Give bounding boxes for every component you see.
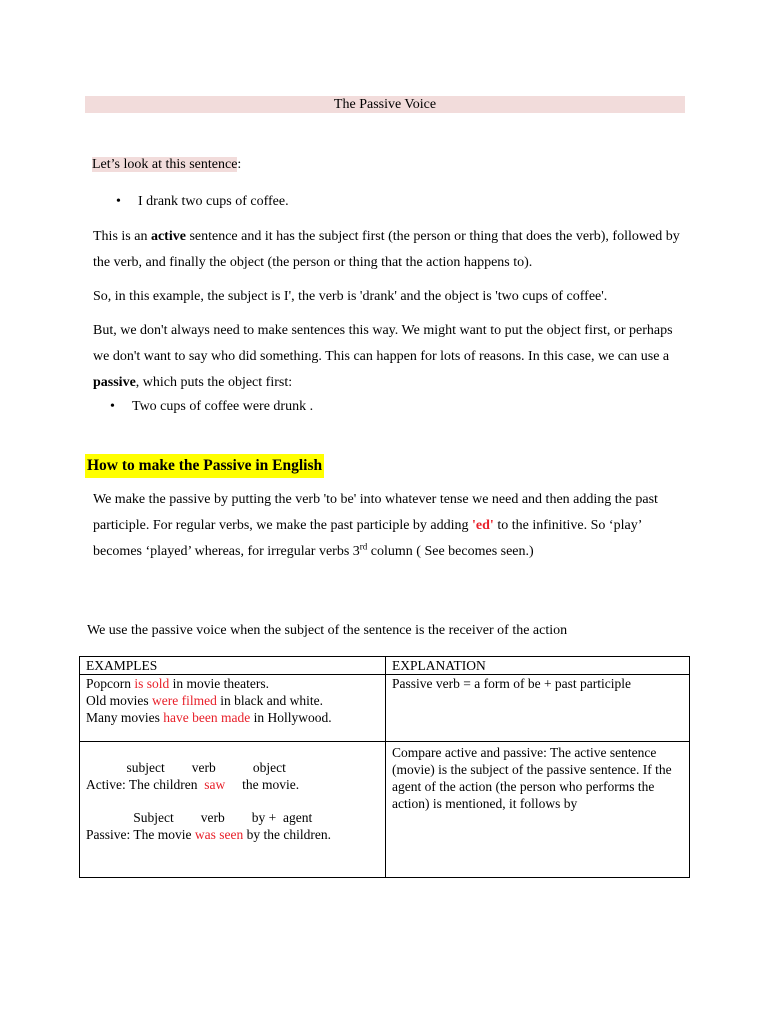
paragraph-how-to [93,487,683,565]
header-examples: EXAMPLES [80,657,386,675]
ex3-verb: have been made [163,710,251,725]
ex1-text-a: Popcorn [86,676,135,691]
passive-sentence [86,826,379,843]
active-text-a: Active: The children [86,777,205,792]
active-labels: subject verb object [86,760,286,775]
active-sentence [86,776,379,793]
bullet-text-2: Two cups of coffee were drunk . [132,399,314,414]
ex3-text-c: in Hollywood. [250,710,332,725]
para3-text-c: , which puts the object first: [135,375,293,390]
example-line-3 [86,709,379,726]
bullet-icon: • [116,194,121,209]
intro-colon: : [237,157,242,172]
intro-highlight: Let’s look at this sentence [92,157,238,172]
passive-verb: was seen [194,827,244,842]
passive-text-c: by the children. [243,827,331,842]
paragraph-usage: We use the passive voice when the subject of the sentence is the receiver of the action [87,623,568,638]
paragraph-passive-intro [93,318,683,396]
explanation-cell-2: Compare active and passive: The active sentence (movie) is the subject of the passive sentence. If the agent of the action (the person who performs the action) is mentioned, it follows by [386,742,690,878]
active-verb: saw [204,777,226,792]
active-text-c: the movie. [225,777,300,792]
examples-table [79,656,690,878]
para4-text-c: column ( See becomes seen.) [367,544,534,559]
active-keyword: active [150,229,186,244]
explanation-cell-1: Passive verb = a form of be + past participle [386,675,690,742]
bullet-icon: • [110,399,115,414]
bullet-text-1: I drank two cups of coffee. [138,194,289,209]
para3-text-a: But, we don't always need to make sentences this way. We might want to put the object first, or perhaps we don't want to say who did something. This can happen for lots of reasons. In this case, we can use a [93,323,673,364]
examples-cell-2 [80,742,386,878]
ex1-verb: is sold [134,676,170,691]
ed-suffix: 'ed' [472,518,494,533]
bullet-item-1 [116,193,616,211]
para4-text-a: We make the passive by putting the verb 'to be' into whatever tense we need and then adding the past participle. For regular verbs, we make the past participle by adding [93,492,658,533]
passive-labels: Subject verb by + agent [86,810,313,825]
example-line-1 [86,675,379,692]
table-row [80,742,690,878]
passive-text-a: Passive: The movie [86,827,195,842]
bullet-item-2 [110,398,610,416]
intro-line [92,156,241,174]
examples-cell-1 [80,675,386,742]
ordinal-suffix: rd [359,541,368,552]
page-title: The Passive Voice [85,96,685,113]
ex3-text-a: Many movies [86,710,164,725]
ex2-text-a: Old movies [86,693,152,708]
ex2-text-c: in black and white. [216,693,323,708]
para4-text-b: to the infinitive. So ‘play’ becomes ‘played’ whereas, for irregular verbs 3 [93,518,642,559]
para1-text-c: sentence and it has the subject first (the person or thing that does the verb), followed by the verb, and finally the object (the person or thing that the action happens to). [93,229,680,270]
table-row [80,675,690,742]
ex1-text-c: in movie theaters. [169,676,269,691]
section-heading: How to make the Passive in English [85,454,324,478]
example-line-2 [86,692,379,709]
header-explanation: EXPLANATION [386,657,690,675]
passive-keyword: passive [93,375,136,390]
paragraph-example: So, in this example, the subject is I', the verb is 'drank' and the object is 'two cups of coffee'. [93,289,608,304]
ex2-verb: were filmed [152,693,217,708]
paragraph-active [93,224,683,276]
table-header-row [80,657,690,675]
para1-text-a: This is an [93,229,151,244]
